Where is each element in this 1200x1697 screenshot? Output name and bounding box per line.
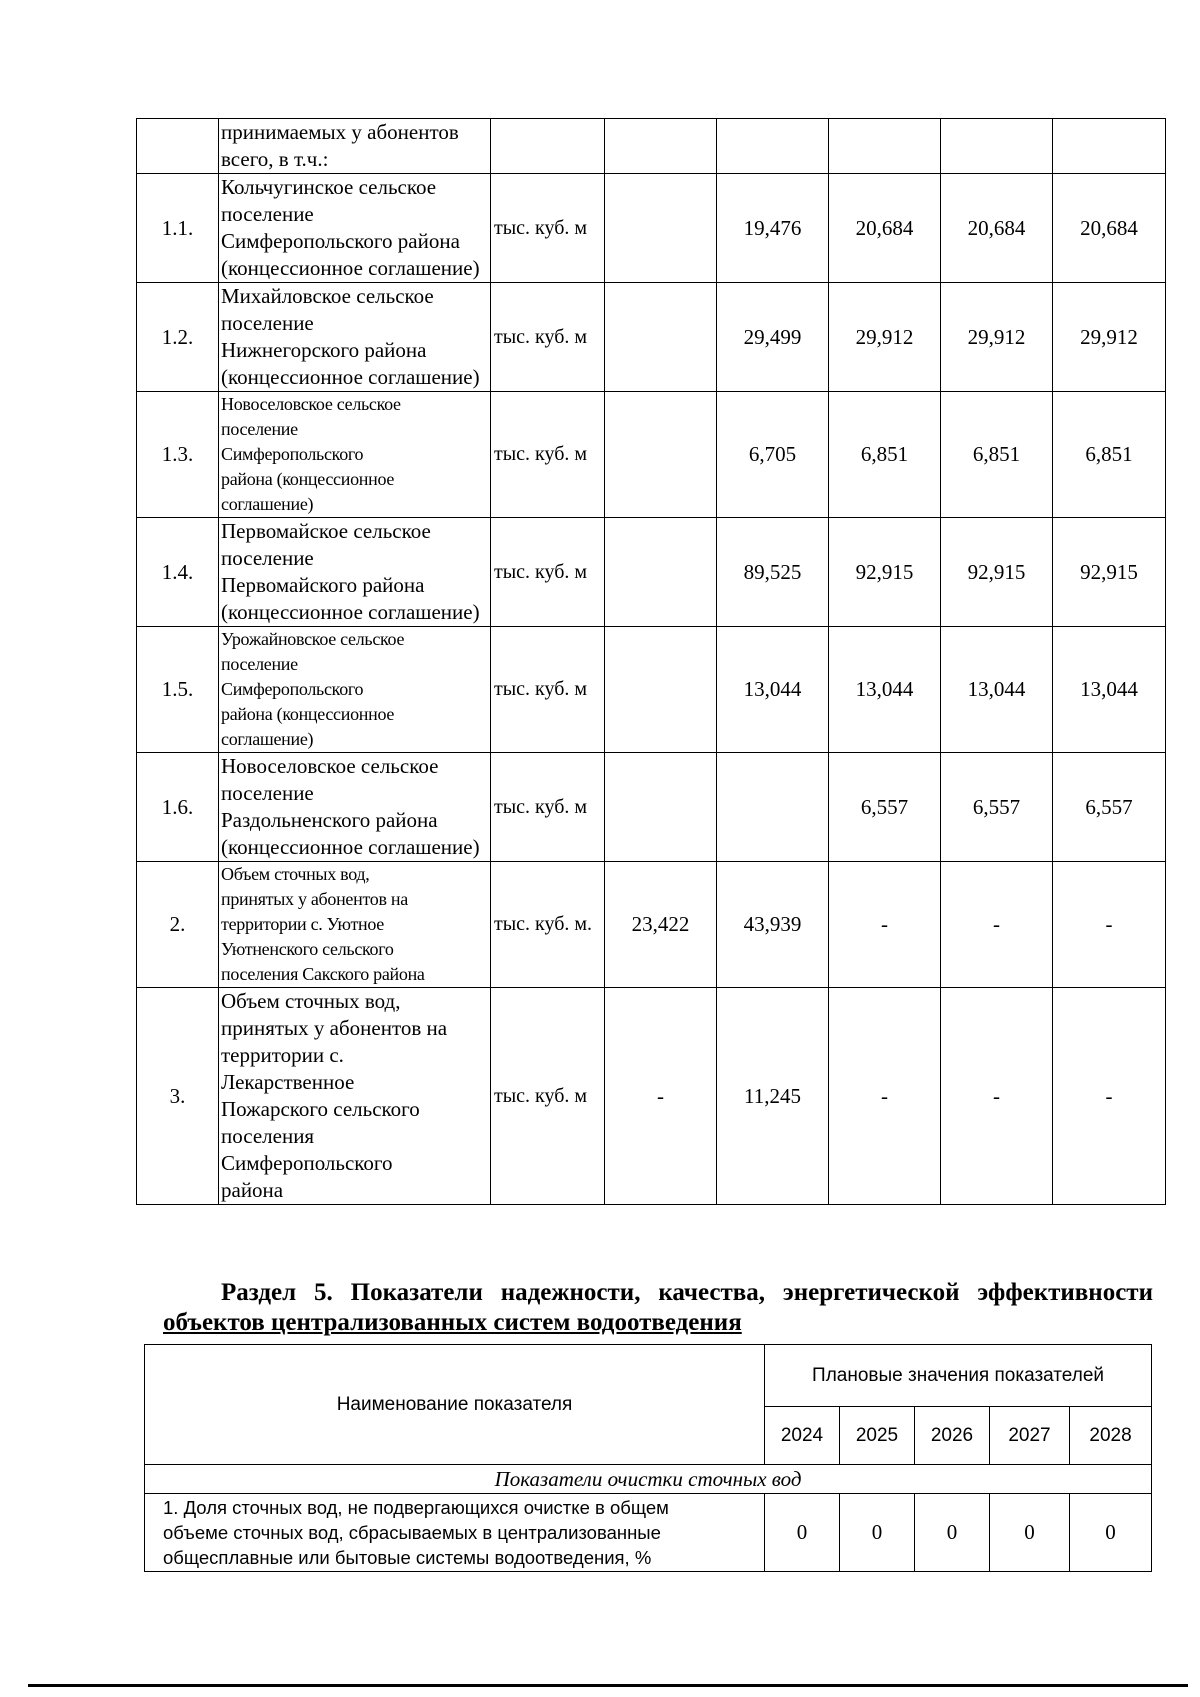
row-name-line: территории с. xyxy=(221,1043,344,1067)
row-value: 6,557 xyxy=(829,753,941,862)
row-value: 6,705 xyxy=(717,392,829,518)
section-5-title-line1: Раздел 5. Показатели надежности, качества, энергетической эффективности xyxy=(221,1279,1153,1306)
row-number: 1.4. xyxy=(137,518,219,627)
row-name-line: поселения Сакского района xyxy=(221,964,425,984)
row-name-line: Симферопольского xyxy=(221,1151,393,1175)
row-value: 6,851 xyxy=(829,392,941,518)
indicator-line: объеме сточных вод, сбрасываемых в централизованные xyxy=(163,1522,661,1543)
indicator-value: 0 xyxy=(990,1494,1070,1572)
row-value: 29,912 xyxy=(1053,283,1166,392)
indicator-row xyxy=(145,1494,1152,1572)
row-unit: тыс. куб. м. xyxy=(491,862,605,988)
row-value: 6,851 xyxy=(1053,392,1166,518)
row-value xyxy=(1053,119,1166,174)
section-5-title-line2: объектов централизованных систем водоотведения xyxy=(163,1309,742,1336)
row-value: 92,915 xyxy=(1053,518,1166,627)
row-name-line: (концессионное соглашение) xyxy=(221,835,480,859)
table-row xyxy=(137,283,1166,392)
row-number: 3. xyxy=(137,988,219,1205)
row-name-line: поселение xyxy=(221,202,314,226)
row-number: 1.1. xyxy=(137,174,219,283)
section-5-heading xyxy=(163,1278,1153,1338)
row-value: 6,557 xyxy=(1053,753,1166,862)
row-name xyxy=(219,392,491,518)
row-value xyxy=(605,174,717,283)
row-name-line: Объем сточных вод, xyxy=(221,989,401,1013)
row-value: - xyxy=(829,988,941,1205)
row-name-line: (концессионное соглашение) xyxy=(221,365,480,389)
row-unit: тыс. куб. м xyxy=(491,392,605,518)
indicator-value: 0 xyxy=(840,1494,915,1572)
row-name-line: Нижнегорского района xyxy=(221,338,427,362)
row-unit: тыс. куб. м xyxy=(491,518,605,627)
row-value: 23,422 xyxy=(605,862,717,988)
row-name-line: Симферопольского xyxy=(221,679,364,699)
row-name-line: Первомайского района xyxy=(221,573,425,597)
section-label: Показатели очистки сточных вод xyxy=(145,1465,1152,1494)
row-value: 92,915 xyxy=(829,518,941,627)
row-number: 1.2. xyxy=(137,283,219,392)
row-name-line: Пожарского сельского xyxy=(221,1097,420,1121)
section-label-row xyxy=(145,1465,1152,1494)
row-value: 11,245 xyxy=(717,988,829,1205)
row-value: 20,684 xyxy=(941,174,1053,283)
row-value: 13,044 xyxy=(941,627,1053,753)
row-value: 20,684 xyxy=(829,174,941,283)
row-name-line: Новоселовское сельское xyxy=(221,754,439,778)
year-header: 2025 xyxy=(840,1407,915,1465)
indicator-value: 0 xyxy=(1070,1494,1152,1572)
row-name-line: Объем сточных вод, xyxy=(221,864,370,884)
row-name xyxy=(219,988,491,1205)
row-unit: тыс. куб. м xyxy=(491,753,605,862)
row-number: 1.5. xyxy=(137,627,219,753)
row-value xyxy=(605,627,717,753)
indicators-table xyxy=(144,1344,1152,1572)
table-row xyxy=(137,392,1166,518)
row-value: - xyxy=(829,862,941,988)
row-name-line: Новоселовское сельское xyxy=(221,394,401,414)
footer-divider xyxy=(28,1684,1188,1687)
table-row xyxy=(137,753,1166,862)
row-name-line: района (концессионное xyxy=(221,704,395,724)
row-value: 89,525 xyxy=(717,518,829,627)
row-name-line: Раздольненского района xyxy=(221,808,438,832)
table-row xyxy=(137,862,1166,988)
row-name-line: Лекарственное xyxy=(221,1070,355,1094)
row-name-line: района (концессионное xyxy=(221,469,395,489)
row-value xyxy=(829,119,941,174)
year-header: 2027 xyxy=(990,1407,1070,1465)
row-name-line: принятых у абонентов на xyxy=(221,1016,448,1040)
row-name-line: поселение xyxy=(221,546,314,570)
row-value: 43,939 xyxy=(717,862,829,988)
row-number: 1.3. xyxy=(137,392,219,518)
row-unit: тыс. куб. м xyxy=(491,283,605,392)
row-value: 6,557 xyxy=(941,753,1053,862)
wastewater-volume-table xyxy=(136,118,1166,1205)
row-unit: тыс. куб. м xyxy=(491,988,605,1205)
row-name-line: поселение xyxy=(221,781,314,805)
row-value xyxy=(605,753,717,862)
row-name-line: Симферопольского района xyxy=(221,229,460,253)
row-name-line: Кольчугинское сельское xyxy=(221,175,437,199)
row-name-line: Урожайновское сельское xyxy=(221,629,405,649)
row-value: - xyxy=(1053,988,1166,1205)
row-name xyxy=(219,119,491,174)
row-name-line: принимаемых у абонентов xyxy=(221,120,459,144)
row-name-line: поселение xyxy=(221,654,298,674)
row-number: 2. xyxy=(137,862,219,988)
row-value: 29,912 xyxy=(941,283,1053,392)
row-value: 13,044 xyxy=(1053,627,1166,753)
row-unit: тыс. куб. м xyxy=(491,627,605,753)
row-value xyxy=(717,753,829,862)
header-indicator-name: Наименование показателя xyxy=(145,1345,765,1465)
header-planned-values: Плановые значения показателей xyxy=(765,1345,1152,1407)
row-value: - xyxy=(941,862,1053,988)
indicator-value: 0 xyxy=(765,1494,840,1572)
row-value: 29,499 xyxy=(717,283,829,392)
table-row xyxy=(137,988,1166,1205)
row-unit: тыс. куб. м xyxy=(491,174,605,283)
row-name-line: всего, в т.ч.: xyxy=(221,147,329,171)
row-name xyxy=(219,862,491,988)
row-name-line: принятых у абонентов на xyxy=(221,889,408,909)
table-row xyxy=(137,518,1166,627)
row-number: 1.6. xyxy=(137,753,219,862)
row-name-line: Симферопольского xyxy=(221,444,364,464)
row-name-line: Михайловское сельское xyxy=(221,284,434,308)
row-value xyxy=(605,283,717,392)
row-name-line: соглашение) xyxy=(221,729,314,749)
indicator-line: 1. Доля сточных вод, не подвергающихся очистке в общем xyxy=(163,1497,669,1518)
table-row xyxy=(137,627,1166,753)
row-value xyxy=(605,119,717,174)
indicators-header-row xyxy=(145,1345,1152,1407)
row-name xyxy=(219,753,491,862)
year-header: 2028 xyxy=(1070,1407,1152,1465)
row-name-line: Уютненского сельского xyxy=(221,939,394,959)
row-value: 29,912 xyxy=(829,283,941,392)
row-name-line: поселение xyxy=(221,311,314,335)
row-value xyxy=(717,119,829,174)
row-name-line: поселение xyxy=(221,419,298,439)
table-row xyxy=(137,119,1166,174)
year-header: 2024 xyxy=(765,1407,840,1465)
row-name xyxy=(219,518,491,627)
row-value: - xyxy=(941,988,1053,1205)
row-value: 13,044 xyxy=(829,627,941,753)
row-value xyxy=(941,119,1053,174)
row-name-line: поселения xyxy=(221,1124,315,1148)
row-number xyxy=(137,119,219,174)
row-unit xyxy=(491,119,605,174)
row-name-line: соглашение) xyxy=(221,494,314,514)
row-value: 20,684 xyxy=(1053,174,1166,283)
row-name-line: территории с. Уютное xyxy=(221,914,384,934)
row-value: 13,044 xyxy=(717,627,829,753)
row-value: 6,851 xyxy=(941,392,1053,518)
row-value: 92,915 xyxy=(941,518,1053,627)
row-value xyxy=(605,518,717,627)
row-value xyxy=(605,392,717,518)
row-name-line: (концессионное соглашение) xyxy=(221,600,480,624)
row-name-line: района xyxy=(221,1178,284,1202)
indicator-value: 0 xyxy=(915,1494,990,1572)
year-header: 2026 xyxy=(915,1407,990,1465)
indicator-description xyxy=(145,1494,765,1572)
row-name xyxy=(219,283,491,392)
row-name xyxy=(219,627,491,753)
row-name-line: (концессионное соглашение) xyxy=(221,256,480,280)
row-name-line: Первомайское сельское xyxy=(221,519,431,543)
indicator-line: общесплавные или бытовые системы водоотведения, % xyxy=(163,1547,652,1568)
table-row xyxy=(137,174,1166,283)
row-value: - xyxy=(605,988,717,1205)
row-name xyxy=(219,174,491,283)
row-value: 19,476 xyxy=(717,174,829,283)
row-value: - xyxy=(1053,862,1166,988)
